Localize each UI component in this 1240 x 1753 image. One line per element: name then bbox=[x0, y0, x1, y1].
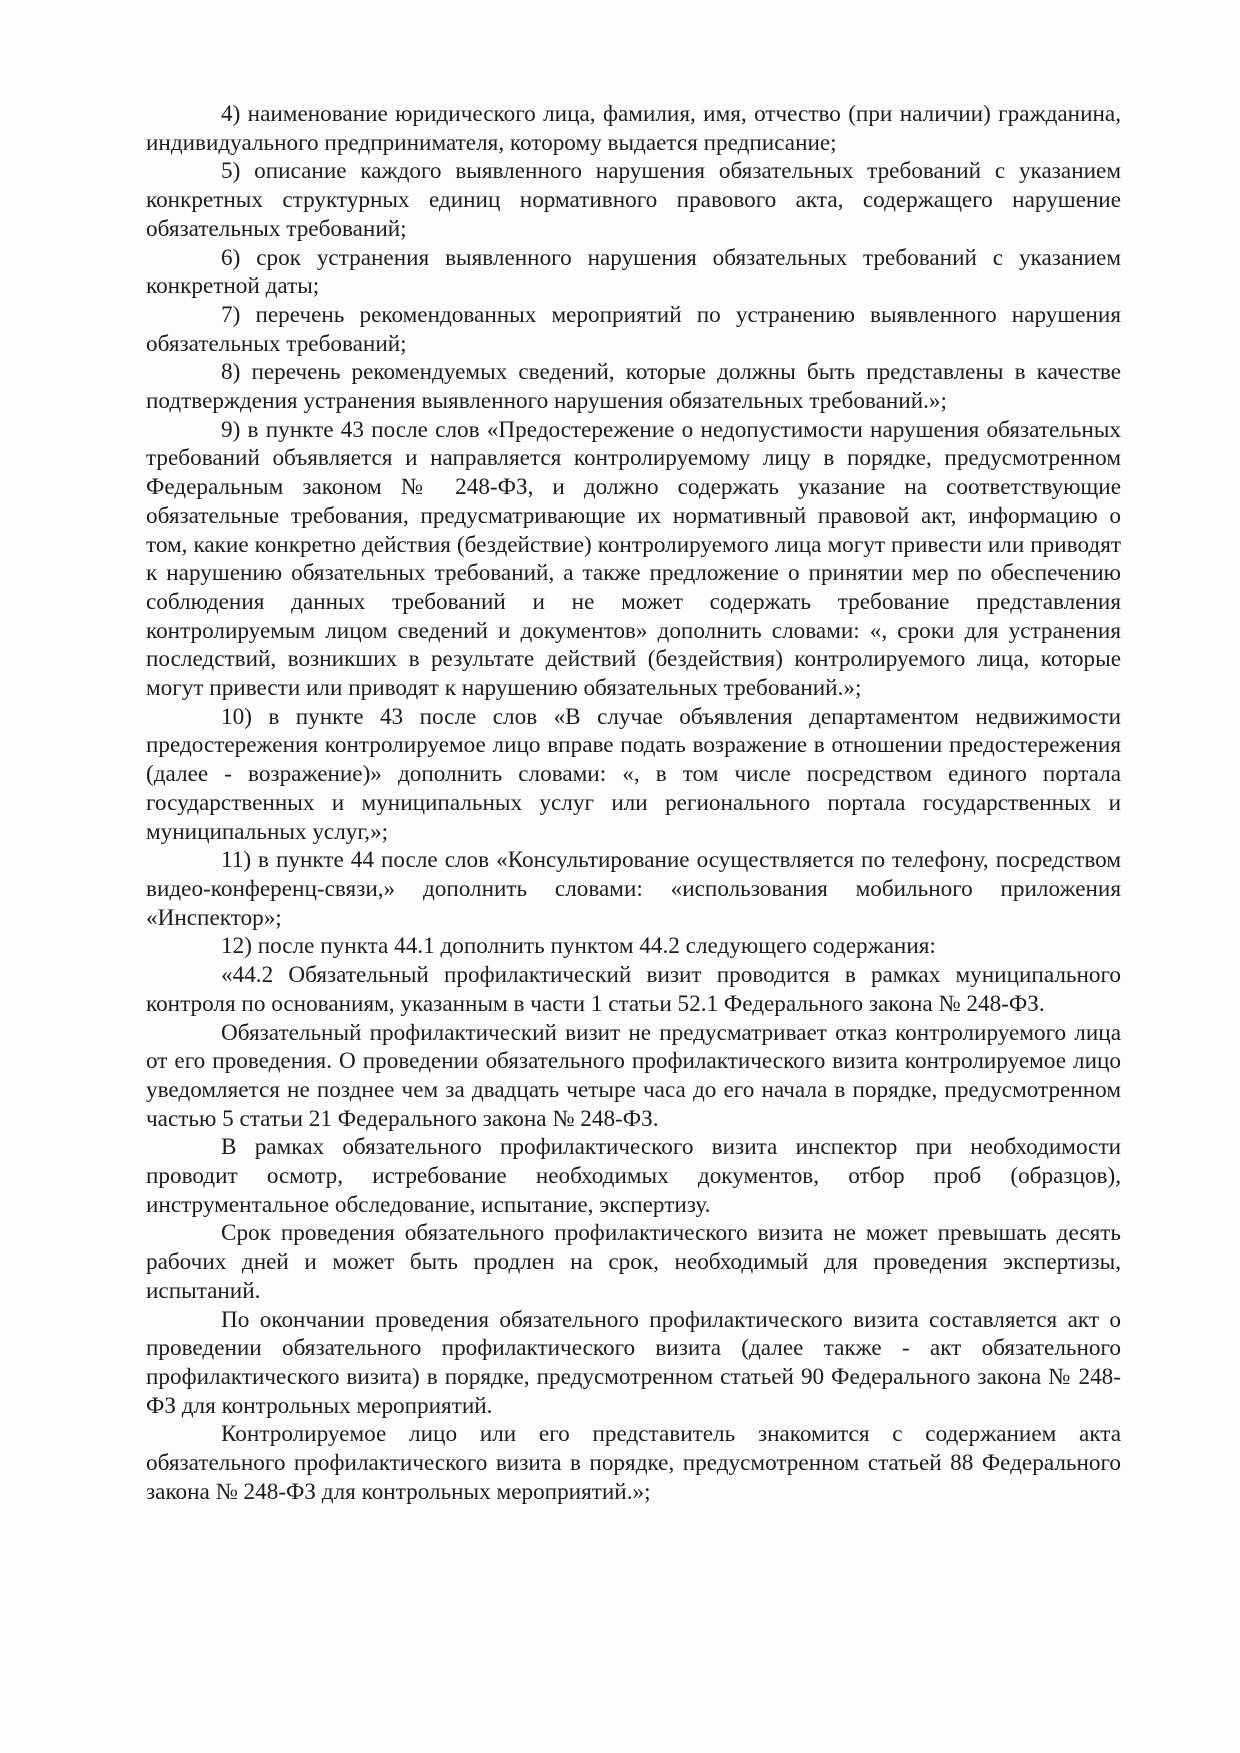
paragraph-amendment-12: 12) после пункта 44.1 дополнить пунктом 44.2 следующего содержания: bbox=[221, 933, 936, 960]
paragraph-no-refusal: Обязательный профилактический визит не предусматривает отказ контролируемого лица от его проведения. О проведении обязательного профилактического визита контролируемое лицо уведомляется не позднее чем за двадцать четыре часа до его начала в порядке, предусмотренном частью 5 статьи 21 Федерального закона № 248-ФЗ. bbox=[146, 1019, 1121, 1132]
paragraph-amendment-9: 9) в пункте 43 после слов «Предостережение о недопустимости нарушения обязательных требований объявляется и направляется контролируемому лицу в порядке, предусмотренном Федеральным законом № 248-ФЗ, и должно содержать указание на соответствующие обязательные требования, предусматривающие их нормативный правовой акт, информацию о том, какие конкретно действия (бездействие) контролируемого лица могут привести или приводят к нарушению обязательных требований, а также предложение о принятии мер по обеспечению соблюдения данных требований и не может содержать требование представления контролируемым лицом сведений и документов» дополнить словами: «, сроки для устранения последствий, возникших в результате действий (бездействия) контролируемого лица, которые могут привести или приводят к нарушению обязательных требований.»; bbox=[146, 416, 1121, 702]
paragraph-item-4: 4) наименование юридического лица, фамилия, имя, отчество (при наличии) гражданина, индивидуального предпринимателя, которому выдается предписание; bbox=[146, 101, 1121, 156]
paragraph-item-5: 5) описание каждого выявленного нарушения обязательных требований с указанием конкретных структурных единиц нормативного правового акта, содержащего нарушение обязательных требований; bbox=[146, 158, 1121, 242]
paragraph-visit-duration: Срок проведения обязательного профилактического визита не может превышать десять рабочих дней и может быть продлен на срок, необходимый для проведения экспертизы, испытаний. bbox=[146, 1220, 1121, 1304]
paragraph-act-review: Контролируемое лицо или его представитель знакомится с содержанием акта обязательного профилактического визита в порядке, предусмотренном статьей 88 Федерального закона № 248-ФЗ для контрольных мероприятий.»; bbox=[146, 1421, 1121, 1505]
paragraph-item-8: 8) перечень рекомендуемых сведений, которые должны быть представлены в качестве подтверждения устранения выявленного нарушения обязательных требований.»; bbox=[146, 359, 1121, 415]
paragraph-inspector-actions: В рамках обязательного профилактического визита инспектор при необходимости проводит осмотр, истребование необходимых документов, отбор проб (образцов), инструментальное обследование, испытание, экспертизу. bbox=[146, 1134, 1121, 1218]
paragraph-item-6: 6) срок устранения выявленного нарушения обязательных требований с указанием конкретной даты; bbox=[146, 244, 1121, 300]
paragraph-amendment-10: 10) в пункте 43 после слов «В случае объявления департаментом недвижимости предостережения контролируемое лицо вправе подать возражение в отношении предостережения (далее - возражение)» дополнить словами: «, в том числе посредством единого портала государственных и муниципальных услуг или регионального портала государственных и муниципальных услуг,»; bbox=[146, 703, 1121, 845]
paragraph-amendment-11: 11) в пункте 44 после слов «Консультирование осуществляется по телефону, посредством видео-конференц-связи,» дополнить словами: «использования мобильного приложения «Инспектор»; bbox=[146, 847, 1121, 931]
document-body bbox=[146, 100, 1121, 1506]
paragraph-clause-44-2: «44.2 Обязательный профилактический визит проводится в рамках муниципального контроля по основаниям, указанным в части 1 статьи 52.1 Федерального закона № 248-ФЗ. bbox=[146, 962, 1121, 1017]
paragraph-item-7: 7) перечень рекомендованных мероприятий по устранению выявленного нарушения обязательных требований; bbox=[146, 301, 1121, 357]
paragraph-visit-act: По окончании проведения обязательного профилактического визита составляется акт о проведении обязательного профилактического визита (далее также - акт обязательного профилактического визита) в порядке, предусмотренном статьей 90 Федерального закона № 248-ФЗ для контрольных мероприятий. bbox=[146, 1306, 1121, 1419]
